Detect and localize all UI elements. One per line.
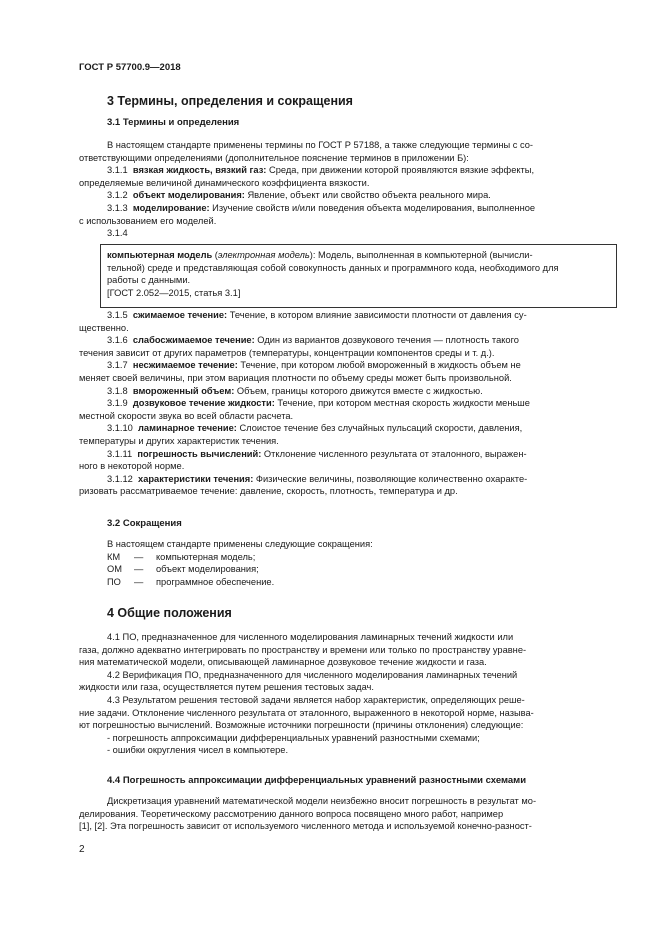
para-4-4-line-2: делирования. Теоретическому рассмотрению данного вопроса посвящено много работ, например [79,808,504,819]
term-3-1-12-cont: ризовать рассматриваемое течение: давление, скорость, плотность, температура и др. [79,486,458,497]
term-3-1-1 [79,164,613,177]
term-definition: Среда, при движении которой проявляются вязкие эффекты, [266,165,535,176]
subsection-3-1-title: 3.1 Термины и определения [107,117,240,128]
term-3-1-6-cont: течения зависит от других параметров (температуры, концентрации компонентов среды и т. д.). [79,347,495,358]
term-definition: Изучение свойств и/или поведения объекта моделирования, выполненное [209,202,536,213]
term-name: слабосжимаемое течение: [132,335,255,346]
term-3-1-5-cont: щественно. [79,322,129,333]
bullet-1: - погрешность аппроксимации дифференциальных уравнений разностными схемами; [107,732,480,743]
abbreviation-dash: — [134,551,144,562]
term-3-1-11-cont: ного в некоторой норме. [79,461,185,472]
box-alt-term: электронная модель [217,250,310,260]
term-3-1-9-cont: местной скорости звука во всей области расчета. [79,410,294,421]
abbreviation-dash: — [134,576,144,587]
para-4-3-line-1: 4.3 Результатом решения тестовой задачи является набор характеристик, определяющих реше- [107,694,525,705]
term-3-1-12 [79,473,613,486]
term-3-1-8 [79,385,613,398]
term-name: погрешность вычислений: [137,448,262,459]
term-definition: Течение, в котором влияние зависимости плотности от давления су- [227,310,527,320]
term-3-1-10 [79,422,613,435]
term-definition: Течение, при котором местная скорость жидкости меньше [274,398,530,409]
section-3-title: 3 Термины, определения и сокращения [107,94,353,108]
bullet-2: - ошибки округления чисел в компьютере. [107,745,289,756]
box-definition: : Модель, выполненная в компьютерной (вычисли- [312,250,533,260]
box-term: компьютерная модель [107,250,213,260]
term-number: 3.1.7 [107,360,128,371]
abbreviation-key: КМ [107,551,121,562]
abbreviations-list [107,538,373,588]
abbreviation-row [107,551,373,564]
term-number: 3.1.12 [107,473,133,484]
abbreviation-row [107,576,373,589]
abbreviation-key: ОМ [107,564,122,575]
term-number: 3.1.5 [107,310,128,320]
abbreviations-intro: В настоящем стандарте применены следующие сокращения: [107,539,373,549]
abbreviation-value: компьютерная модель; [156,551,256,562]
abbreviation-value: объект моделирования; [156,564,259,575]
term-number: 3.1.3 [107,202,128,213]
para-4-2-line-2: жидкости или газа, осуществляется путем решения тестовых задач. [79,682,374,693]
para-4-1-line-3: ния математической модели, описывающей ламинарное дозвуковое течение жидкости и газа. [79,657,487,668]
term-number: 3.1.11 [107,448,133,459]
para-4-2-line-1: 4.2 Верификация ПО, предназначенного для численного моделирования ламинарных течений [107,669,518,680]
term-name: моделирование: [132,202,210,213]
para-4-3-line-3: ют погрешностью вычислений. Возможные источники погрешности (причины отклонения) следующие: [79,720,524,731]
page-number: 2 [79,844,85,855]
term-name: вязкая жидкость, вязкий газ: [132,165,267,176]
term-definition: Слоистое течение без случайных пульсаций скорости, давления, [236,423,523,434]
term-3-1-3 [79,202,613,215]
term-definition: Объем, границы которого движутся вместе с жидкостью. [234,385,483,396]
box-source: [ГОСТ 2.052—2015, статья 3.1] [107,287,241,298]
section-3-1-body [79,139,613,240]
abbreviation-key: ПО [107,576,121,587]
term-number: 3.1.8 [107,385,128,396]
term-name: объект моделирования: [132,190,245,201]
term-3-1-5 [79,309,613,322]
term-3-1-2 [79,189,613,202]
term-name: характеристики течения: [138,473,254,484]
term-definition: Течение, при котором любой вмороженный в жидкость объем не [237,360,521,371]
box-line-1: компьютерная модель (электронная модель): Модель, выполненная в компьютерной (вычисли- [107,250,533,260]
abbreviation-value: программное обеспечение. [156,576,275,587]
term-3-1-7 [79,359,613,372]
term-name: дозвуковое течение жидкости: [132,398,275,409]
term-definition: Один из вариантов дозвукового течения — плотность такого [254,335,519,346]
term-3-1-1-cont: определяемые величиной динамического коэффициента вязкости. [79,177,370,188]
section-3-1-body-continued [79,309,613,498]
para-4-4-line-3: [1], [2]. Эта погрешность зависит от используемого численного метода и используемой конечно-разност- [79,821,532,832]
term-name: вмороженный объем: [132,385,235,396]
section-4-4-body [79,795,613,833]
quoted-term-text [107,249,613,299]
term-3-1-9 [79,397,613,410]
term-definition: Отклонение численного результата от эталонного, выражен- [261,448,527,459]
para-4-3-line-2: ние задачи. Отклонение численного результата от эталонного, выраженного в некоторой норме, называ- [79,707,534,718]
box-line-3: работы с данными. [107,275,191,286]
subsection-3-2-title: 3.2 Сокращения [107,518,182,529]
para-4-1-line-2: газа, должно адекватно интегрировать по пространству и времени или только по пространству уравне- [79,644,527,655]
term-3-1-6 [79,334,613,347]
box-line-2: тельной) среде и представляющая собой совокупность данных и программного кода, необходимого для [107,262,559,273]
section-4-title: 4 Общие положения [107,606,232,620]
term-definition: Физические величины, позволяющие количественно охаракте- [253,473,528,484]
term-number: 3.1.6 [107,335,128,346]
subsection-4-4-title: 4.4 Погрешность аппроксимации дифференциальных уравнений разностными схемами [107,775,527,786]
term-name: сжимаемое течение: [132,310,228,320]
term-number: 3.1.1 [107,165,128,176]
term-definition: Явление, объект или свойство объекта реального мира. [244,190,491,201]
term-name: ламинарное течение: [138,423,237,434]
para-4-1-line-1: 4.1 ПО, предназначенное для численного моделирования ламинарных течений жидкости или [107,632,514,642]
section-4-body [79,631,613,757]
term-3-1-11 [79,448,613,461]
term-3-1-3-cont: с использованием его моделей. [79,215,217,226]
intro-line-2: ответствующими определениями (дополнительное пояснение терминов в приложении Б): [79,152,469,163]
term-3-1-7-cont: меняет своей величины, при этом вариация плотности по объему среды может быть произвольной. [79,372,512,383]
abbreviation-row [107,563,373,576]
para-4-4-line-1: Дискретизация уравнений математической модели неизбежно вносит погрешность в результат мо- [107,796,537,806]
intro-line-1: В настоящем стандарте применены термины по ГОСТ Р 57188, а также следующие термины с со- [107,140,534,150]
term-number: 3.1.2 [107,190,128,201]
standard-code: ГОСТ Р 57700.9—2018 [79,62,181,73]
abbreviation-dash: — [134,564,144,575]
term-3-1-4-number: 3.1.4 [107,228,128,239]
term-number: 3.1.9 [107,398,128,409]
term-name: несжимаемое течение: [132,360,238,371]
term-3-1-10-cont: температуры и других характеристик течения. [79,435,279,446]
term-number: 3.1.10 [107,423,133,434]
